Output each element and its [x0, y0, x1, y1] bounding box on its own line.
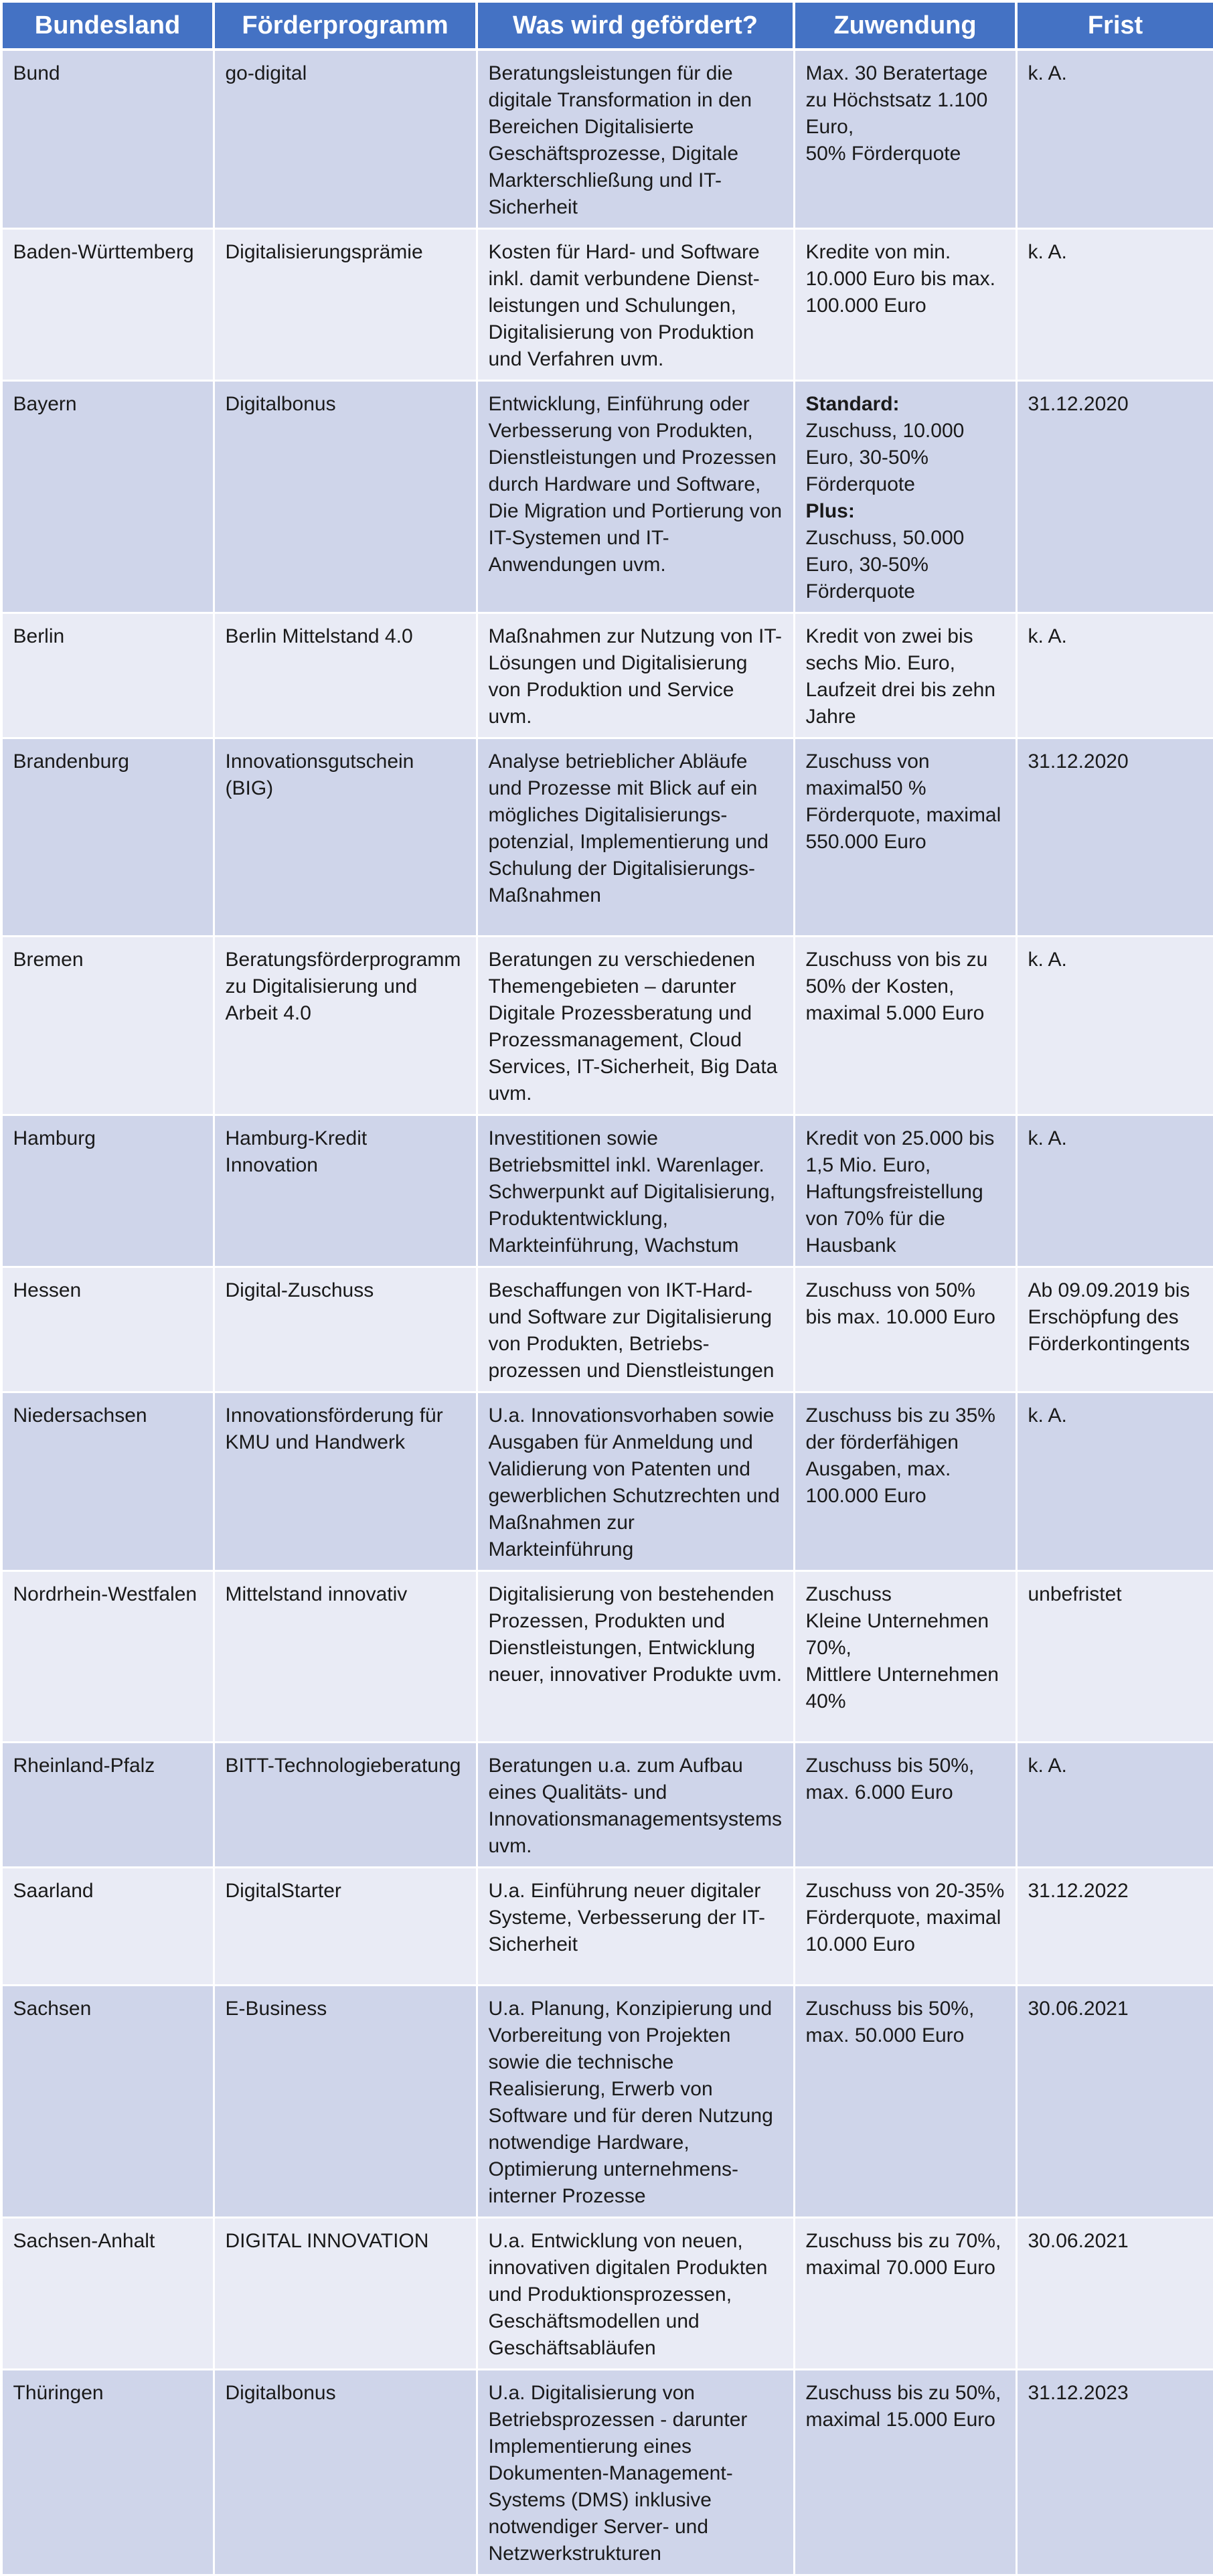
- cell-frist: k. A.: [1016, 50, 1213, 229]
- zuwendung-plus-label: Plus:: [805, 500, 855, 522]
- cell-zuwendung: Kredite von min. 10.000 Euro bis max. 100.000 Euro: [794, 229, 1016, 381]
- cell-zuwendung: Zuschuss bis 50%, max. 50.000 Euro: [794, 1986, 1016, 2218]
- cell-zuwendung: Zuschuss von 50% bis max. 10.000 Euro: [794, 1267, 1016, 1392]
- cell-frist: k. A.: [1016, 1743, 1213, 1868]
- cell-bundesland: Hessen: [1, 1267, 214, 1392]
- cell-bundesland: Bremen: [1, 937, 214, 1115]
- cell-programm: E-Business: [214, 1986, 477, 2218]
- zuwendung-standard-text: Zuschuss, 10.000 Euro, 30-50% Förderquote: [805, 420, 965, 495]
- header-zuwendung: Zuwendung: [794, 1, 1016, 50]
- cell-zuwendung: Zuschuss von bis zu 50% der Kosten, maximal 5.000 Euro: [794, 937, 1016, 1115]
- cell-frist: k. A.: [1016, 229, 1213, 381]
- table-row: [1, 1743, 1213, 1868]
- cell-gefoerdert: Maßnahmen zur Nutzung von IT-Lösungen und Digitalisierung von Produktion und Service uvm.: [477, 613, 794, 738]
- zuwendung-standard-label: Standard:: [805, 393, 900, 415]
- cell-programm: Innovationsgutschein (BIG): [214, 738, 477, 937]
- cell-zuwendung: Zuschuss von 20-35% Förderquote, maximal 10.000 Euro: [794, 1868, 1016, 1986]
- cell-gefoerdert: Beratungsleistungen für die digitale Transformation in den Bereichen Digitalisierte Geschäftsprozesse, Digitale Markterschließung und IT-Sicherheit: [477, 50, 794, 229]
- table-row: [1, 50, 1213, 229]
- header-gefoerdert: Was wird gefördert?: [477, 1, 794, 50]
- table-row: [1, 1392, 1213, 1571]
- cell-zuwendung: Max. 30 Beratertage zu Höchstsatz 1.100 Euro, 50% Förderquote: [794, 50, 1016, 229]
- cell-programm: DigitalStarter: [214, 1868, 477, 1986]
- cell-gefoerdert: U.a. Innovationsvorhaben sowie Ausgaben für Anmeldung und Validierung von Patenten und gewerblichen Schutzrechten und Maßnahmen zur Markteinführung: [477, 1392, 794, 1571]
- cell-programm: Innovationsförderung für KMU und Handwerk: [214, 1392, 477, 1571]
- cell-bundesland: Saarland: [1, 1868, 214, 1986]
- cell-frist: 31.12.2020: [1016, 738, 1213, 937]
- cell-programm: Hamburg-Kredit Innovation: [214, 1115, 477, 1267]
- cell-gefoerdert: Beratungen u.a. zum Aufbau eines Qualitäts- und Innovationsmanagementsystems uvm.: [477, 1743, 794, 1868]
- cell-gefoerdert: Entwicklung, Einführung oder Verbesserung von Produkten, Dienstleistungen und Prozessen durch Hardware und Software, Die Migration und Portierung von IT-Systemen und IT-Anwendungen uvm.: [477, 381, 794, 613]
- cell-zuwendung: Zuschuss von maximal50 % Förderquote, maximal 550.000 Euro: [794, 738, 1016, 937]
- cell-frist: 31.12.2020: [1016, 381, 1213, 613]
- header-bundesland: Bundesland: [1, 1, 214, 50]
- cell-frist: 30.06.2021: [1016, 1986, 1213, 2218]
- cell-gefoerdert: Digitalisierung von bestehenden Prozessen, Produkten und Dienstleistungen, Entwicklung neuer, innovativer Produkte uvm.: [477, 1571, 794, 1743]
- table-row: [1, 229, 1213, 381]
- cell-bundesland: Bund: [1, 50, 214, 229]
- cell-zuwendung: Zuschuss bis 50%, max. 6.000 Euro: [794, 1743, 1016, 1868]
- cell-programm: DIGITAL INNOVATION: [214, 2218, 477, 2370]
- table-row: [1, 2370, 1213, 2575]
- cell-bundesland: Niedersachsen: [1, 1392, 214, 1571]
- header-frist: Frist: [1016, 1, 1213, 50]
- cell-zuwendung: Zuschuss bis zu 70%, maximal 70.000 Euro: [794, 2218, 1016, 2370]
- cell-programm: Berlin Mittelstand 4.0: [214, 613, 477, 738]
- cell-frist: k. A.: [1016, 937, 1213, 1115]
- cell-bundesland: Brandenburg: [1, 738, 214, 937]
- cell-bundesland: Sachsen: [1, 1986, 214, 2218]
- cell-zuwendung: [794, 381, 1016, 613]
- zuwendung-plus-text: Zuschuss, 50.000 Euro, 30-50% Förderquote: [805, 527, 965, 602]
- cell-gefoerdert: U.a. Digitalisierung von Betriebsprozessen - darunter Implementierung eines Dokumenten-Management-Systems (DMS) inklusive notwendiger Server- und Netzwerkstrukturen: [477, 2370, 794, 2575]
- cell-gefoerdert: U.a. Planung, Konzipierung und Vorbereitung von Projekten sowie die technische Realisierung, Erwerb von Software und für deren Nutzung notwendige Hardware, Optimierung unternehmens-interner Prozesse: [477, 1986, 794, 2218]
- cell-bundesland: Nordrhein-Westfalen: [1, 1571, 214, 1743]
- cell-gefoerdert: Kosten für Hard- und Software inkl. damit verbundene Dienst-leistungen und Schulungen, Digitalisierung von Produktion und Verfahren uvm.: [477, 229, 794, 381]
- cell-frist: 31.12.2022: [1016, 1868, 1213, 1986]
- cell-gefoerdert: Beschaffungen von IKT-Hard- und Software zur Digitalisierung von Produkten, Betriebs-prozessen und Dienstleistungen: [477, 1267, 794, 1392]
- table-row: [1, 1267, 1213, 1392]
- cell-programm: Digitalbonus: [214, 2370, 477, 2575]
- cell-frist: unbefristet: [1016, 1571, 1213, 1743]
- cell-frist: Ab 09.09.2019 bis Erschöpfung des Förderkontingents: [1016, 1267, 1213, 1392]
- header-foerderprogramm: Förderprogramm: [214, 1, 477, 50]
- cell-programm: Mittelstand innovativ: [214, 1571, 477, 1743]
- table-row: [1, 1115, 1213, 1267]
- table-row: [1, 2218, 1213, 2370]
- table-row: [1, 1868, 1213, 1986]
- header-row: [1, 1, 1213, 50]
- cell-gefoerdert: U.a. Einführung neuer digitaler Systeme, Verbesserung der IT-Sicherheit: [477, 1868, 794, 1986]
- cell-bundesland: Berlin: [1, 613, 214, 738]
- table-row: [1, 613, 1213, 738]
- cell-programm: Digital-Zuschuss: [214, 1267, 477, 1392]
- table-row: [1, 738, 1213, 937]
- cell-gefoerdert: Beratungen zu verschiedenen Themengebieten – darunter Digitale Prozessberatung und Prozessmanagement, Cloud Services, IT-Sicherheit, Big Data uvm.: [477, 937, 794, 1115]
- cell-bundesland: Thüringen: [1, 2370, 214, 2575]
- cell-zuwendung: Kredit von 25.000 bis 1,5 Mio. Euro, Haftungsfreistellung von 70% für die Hausbank: [794, 1115, 1016, 1267]
- table-row: [1, 381, 1213, 613]
- cell-programm: BITT-Technologieberatung: [214, 1743, 477, 1868]
- cell-frist: k. A.: [1016, 1115, 1213, 1267]
- cell-gefoerdert: Investitionen sowie Betriebsmittel inkl. Warenlager. Schwerpunkt auf Digitalisierung, Produktentwicklung, Markteinführung, Wachstum: [477, 1115, 794, 1267]
- cell-programm: go-digital: [214, 50, 477, 229]
- cell-programm: Digitalisierungsprämie: [214, 229, 477, 381]
- cell-gefoerdert: Analyse betrieblicher Abläufe und Prozesse mit Blick auf ein mögliches Digitalisierungs-potenzial, Implementierung und Schulung der Digitalisierungs-Maßnahmen: [477, 738, 794, 937]
- cell-bundesland: Sachsen-Anhalt: [1, 2218, 214, 2370]
- cell-bundesland: Baden-Württemberg: [1, 229, 214, 381]
- cell-bundesland: Hamburg: [1, 1115, 214, 1267]
- cell-frist: k. A.: [1016, 1392, 1213, 1571]
- cell-frist: 30.06.2021: [1016, 2218, 1213, 2370]
- cell-bundesland: Bayern: [1, 381, 214, 613]
- cell-zuwendung: Zuschuss bis zu 50%, maximal 15.000 Euro: [794, 2370, 1016, 2575]
- cell-zuwendung: Kredit von zwei bis sechs Mio. Euro, Laufzeit drei bis zehn Jahre: [794, 613, 1016, 738]
- table-row: [1, 1986, 1213, 2218]
- table-row: [1, 1571, 1213, 1743]
- cell-bundesland: Rheinland-Pfalz: [1, 1743, 214, 1868]
- cell-programm: Digitalbonus: [214, 381, 477, 613]
- cell-gefoerdert: U.a. Entwicklung von neuen, innovativen digitalen Produkten und Produktionsprozessen, Geschäftsmodellen und Geschäftsabläufen: [477, 2218, 794, 2370]
- cell-frist: 31.12.2023: [1016, 2370, 1213, 2575]
- cell-zuwendung: Zuschuss bis zu 35% der förderfähigen Ausgaben, max. 100.000 Euro: [794, 1392, 1016, 1571]
- cell-frist: k. A.: [1016, 613, 1213, 738]
- cell-zuwendung: Zuschuss Kleine Unternehmen 70%, Mittlere Unternehmen 40%: [794, 1571, 1016, 1743]
- cell-programm: Beratungsförderprogramm zu Digitalisierung und Arbeit 4.0: [214, 937, 477, 1115]
- table-row: [1, 937, 1213, 1115]
